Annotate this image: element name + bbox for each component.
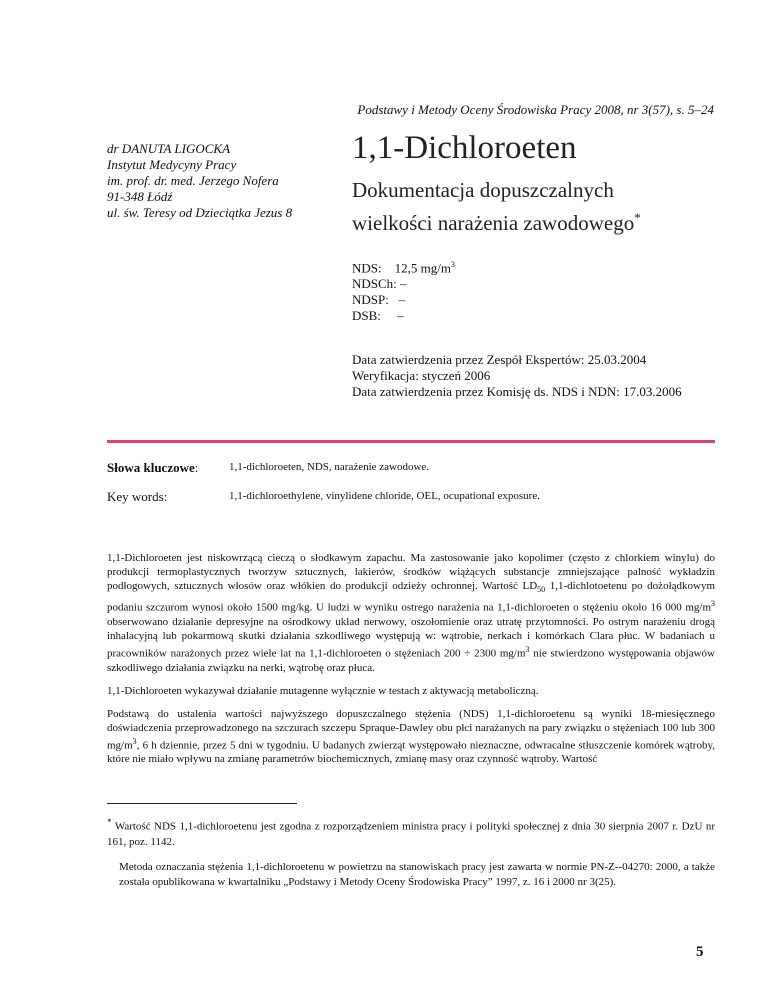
paragraph-1: 1,1-Dichloroeten jest niskowrzącą cieczą o słodkawym zapachu. Ma zastosowanie jako kopolimer (często z chlorkiem winylu) do produkcji termoplastycznych tworzyw sztucznych, lakierów, środków wiążących substancje zmniejszające palność wykładzin podłogowych, sztucznych włosów oraz włókien do produkcji odzieży ochronnej. Wartość $LD_{50}$ 1,1-dichlotoetenu po dożołądkowym podaniu szczurom wynosi około 1500 mg/kg. U ludzi w wyniku ostrego narażenia na 1,1-dichloroeten o stężeniu około 16 000 $mg/m^3$ obserwowano działanie depresyjne na ośrodkowy układ nerwowy, oszołomienie oraz utratę przytomności. Po ostrym narażeniu drogą inhalacyjną lub pokarmową skutki działania szkodliwego występują w: wątrobie, nerkach i komórkach Clara płuc. W badaniach u pracowników narażonych przez wiele lat na 1,1-dichloroeten o stężeniach 200 ÷ 2300 $mg/m^3$ nie stwierdzono występowania objawów szkodliwego działania związku na nerki, wątrobę oraz płuca. <box>107 552 716 674</box>
keywords-value-en: 1,1-dichloroethylene, vinylidene chloride, OEL, ocupational exposure. <box>229 490 540 502</box>
experts-approval-date: Data zatwierdzenia przez Zespół Ekspertów: 25.03.2004 <box>352 352 647 367</box>
footnote-2: Metoda oznaczania stężenia 1,1-dichloroetenu w powietrzu na stanowiskach pracy jest zawarta w normie PN-Z--04270: 2000, a także została opublikowana w kwartalniku „Podstawy i Metody Oceny Środowiska Pracy” 1997, z. 16 i 2000 nr 3(25). <box>119 860 715 888</box>
paragraph-2: 1,1-Dichloroeten wykazywał działanie mutagenne wyłącznie w testach z aktywacją metaboliczną. <box>107 684 539 697</box>
limit-value: – <box>398 292 406 308</box>
keywords-label-en: Key words: <box>107 489 168 504</box>
limit-label: DSB: <box>352 308 381 324</box>
author-name: dr DANUTA LIGOCKA <box>107 141 231 156</box>
limit-label: NDSP: <box>352 292 389 308</box>
limit-row-dsb <box>352 308 455 324</box>
abstract-body <box>107 551 715 775</box>
document-title: 1,1-Dichloroeten <box>352 130 577 166</box>
page-number: 5 <box>696 944 704 960</box>
keywords-value-pl: 1,1-dichloroeten, NDS, narażenie zawodowe. <box>229 461 430 473</box>
document-subtitle <box>352 176 732 237</box>
author-institute-name: im. prof. dr. med. Jerzego Nofera <box>107 173 279 188</box>
author-postal-code: 91-348 Łódź <box>107 189 173 204</box>
section-divider <box>107 440 715 443</box>
limit-value: 12,5 mg/m <box>394 260 451 276</box>
limit-row-ndsch <box>352 276 455 292</box>
limit-row-nds <box>352 257 455 276</box>
subtitle-line-2: wielkości narażenia zawodowego <box>352 211 635 235</box>
footnote-marker: * <box>107 817 112 827</box>
paragraph-3: Podstawą do ustalenia wartości najwyższego dopuszczalnego stężenia (NDS) 1,1-dichloroetenu są wyniki 18-miesięcznego doświadczenia przeprowadzonego na szczurach szczepu Spraque-Dawley obu płci narażanych na pary związku o stężeniach 100 lub 300 $mg/m^3$, 6 h dziennie, przez 5 dni w tygodniu. U badanych zwierząt występowało nieznaczne, odwracalne stłuszczenie komórek wątroby, które nie miało wpływu na zmianę parametrów biochemicznych, zmianę masy oraz czynność wątroby. Wartość <box>107 707 715 766</box>
subtitle-line-1: Dokumentacja dopuszczalnych <box>352 178 614 202</box>
limit-unit-exponent: 3 <box>450 260 455 269</box>
limit-value: – <box>400 276 407 292</box>
footnote-separator <box>107 803 297 804</box>
commission-approval-date: Data zatwierdzenia przez Komisję ds. NDS i NDN: 17.03.2006 <box>352 384 682 399</box>
keywords-row-en <box>107 489 717 505</box>
keywords-label-pl: Słowa kluczowe: <box>107 460 199 475</box>
limit-row-ndsp <box>352 292 455 308</box>
footnote-1: * Wartość NDS 1,1-dichloroetenu jest zgodna z rozporządzeniem ministra pracy i polityki społecznej z dnia 30 sierpnia 2007 r. DzU nr 161, poz. 1142. <box>107 817 715 848</box>
exposure-limits <box>352 257 455 324</box>
author-street: ul. św. Teresy od Dzieciątka Jezus 8 <box>107 205 293 220</box>
verification-date: Weryfikacja: styczeń 2006 <box>352 368 491 383</box>
author-institute: Instytut Medycyny Pracy <box>107 157 237 172</box>
limit-label: NDSCh: <box>352 276 397 292</box>
keywords-section <box>107 460 717 518</box>
approval-dates <box>352 352 682 400</box>
subtitle-footnote-marker: * <box>634 210 641 225</box>
limit-value: – <box>397 308 404 324</box>
limit-label: NDS: <box>352 260 382 276</box>
footnotes <box>107 815 715 900</box>
keywords-row-pl <box>107 460 717 476</box>
journal-reference: Podstawy i Metody Oceny Środowiska Pracy 2008, nr 3(57), s. 5–24 <box>357 102 714 117</box>
author-block <box>107 141 327 221</box>
